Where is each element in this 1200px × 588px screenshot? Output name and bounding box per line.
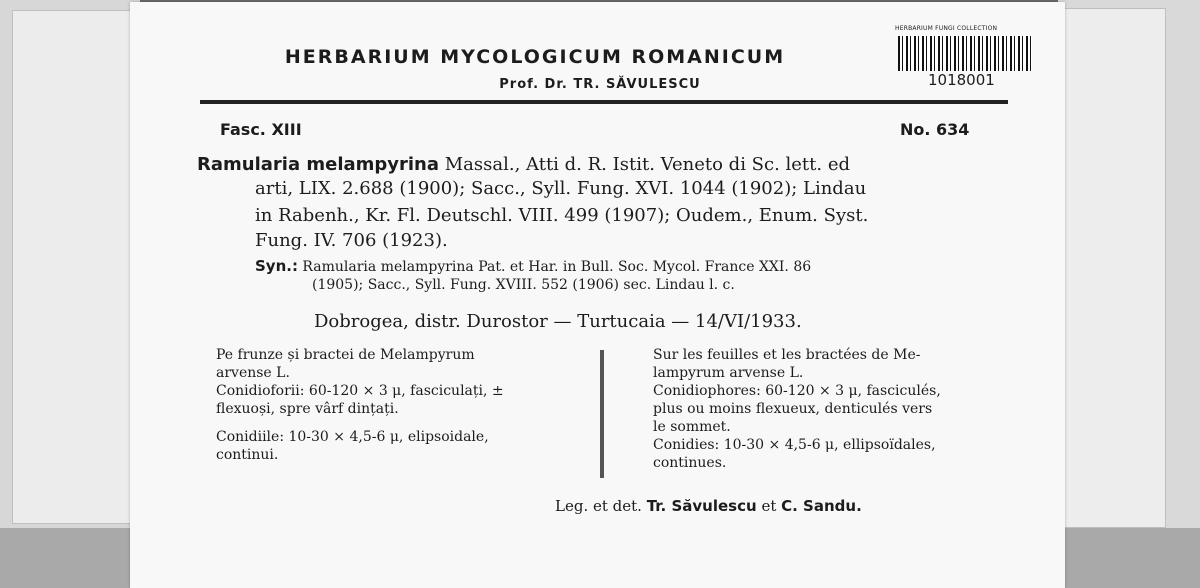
collector-prefix: Leg. et det. (555, 497, 647, 515)
fr-line-3: Conidiophores: 60-120 × 3 μ, fasciculés, (653, 383, 941, 399)
romanian-description (216, 346, 504, 464)
barcode-number: 1018001 (928, 71, 995, 89)
species-citation-line (197, 154, 850, 175)
collector-name-1: Tr. Săvulescu (646, 497, 757, 515)
collector-line (555, 497, 862, 515)
synonym-line (255, 257, 811, 275)
citation-line-4: Fung. IV. 706 (1923). (255, 230, 448, 251)
fr-line-2: lampyrum arvense L. (653, 365, 804, 381)
ro-line-6: continui. (216, 447, 279, 463)
left-envelope-flap (12, 10, 146, 524)
citation-line-2: arti, LIX. 2.688 (1900); Sacc., Syll. Fung. XVI. 1044 (1902); Lindau (255, 178, 867, 199)
fascicle-label: Fasc. XIII (220, 120, 302, 139)
fr-line-7: continues. (653, 455, 727, 471)
fr-line-5: le sommet. (653, 419, 731, 435)
right-envelope-flap (1052, 8, 1166, 528)
collector-name-2: C. Sandu. (781, 497, 862, 515)
barcode-caption: HERBARIUM FUNGI COLLECTION (895, 25, 998, 32)
french-description (653, 346, 941, 472)
herbarium-title: HERBARIUM MYCOLOGICUM ROMANICUM (284, 46, 786, 68)
ro-line-5: Conidiile: 10-30 × 4,5-6 μ, elipsoidale, (216, 429, 489, 445)
synonym-label: Syn.: (255, 257, 298, 275)
specimen-number: No. 634 (900, 120, 970, 139)
fr-line-6: Conidies: 10-30 × 4,5-6 μ, ellipsoïdales, (653, 437, 936, 453)
synonym-continuation: (1905); Sacc., Syll. Fung. XVIII. 552 (1906) sec. Lindau l. c. (312, 277, 735, 293)
ro-line-2: arvense L. (216, 365, 290, 381)
ro-line-1: Pe frunze și bractei de Melampyrum (216, 347, 475, 363)
barcode-icon (898, 36, 1032, 71)
locality-line: Dobrogea, distr. Durostor — Turtucaia — 14/VI/1933. (314, 311, 802, 332)
ro-line-3: Conidioforii: 60-120 × 3 μ, fasciculați, ± (216, 383, 504, 399)
citation-line-1: Massal., Atti d. R. Istit. Veneto di Sc. lett. ed (439, 154, 851, 175)
ro-line-4: flexuoși, spre vârf dințați. (216, 401, 399, 417)
species-name: Ramularia melampyrina (197, 154, 440, 175)
fr-line-4: plus ou moins flexueux, denticulés vers (653, 401, 933, 417)
herbarium-subtitle: Prof. Dr. TR. SĂVULESCU (499, 77, 701, 92)
header-rule (200, 100, 1008, 104)
fr-line-1: Sur les feuilles et les bractées de Me- (653, 347, 921, 363)
collector-middle: et (756, 497, 782, 515)
column-divider (600, 350, 604, 478)
synonym-text: Ramularia melampyrina Pat. et Har. in Bull. Soc. Mycol. France XXI. 86 (297, 259, 812, 275)
citation-line-3: in Rabenh., Kr. Fl. Deutschl. VIII. 499 (1907); Oudem., Enum. Syst. (255, 205, 869, 226)
